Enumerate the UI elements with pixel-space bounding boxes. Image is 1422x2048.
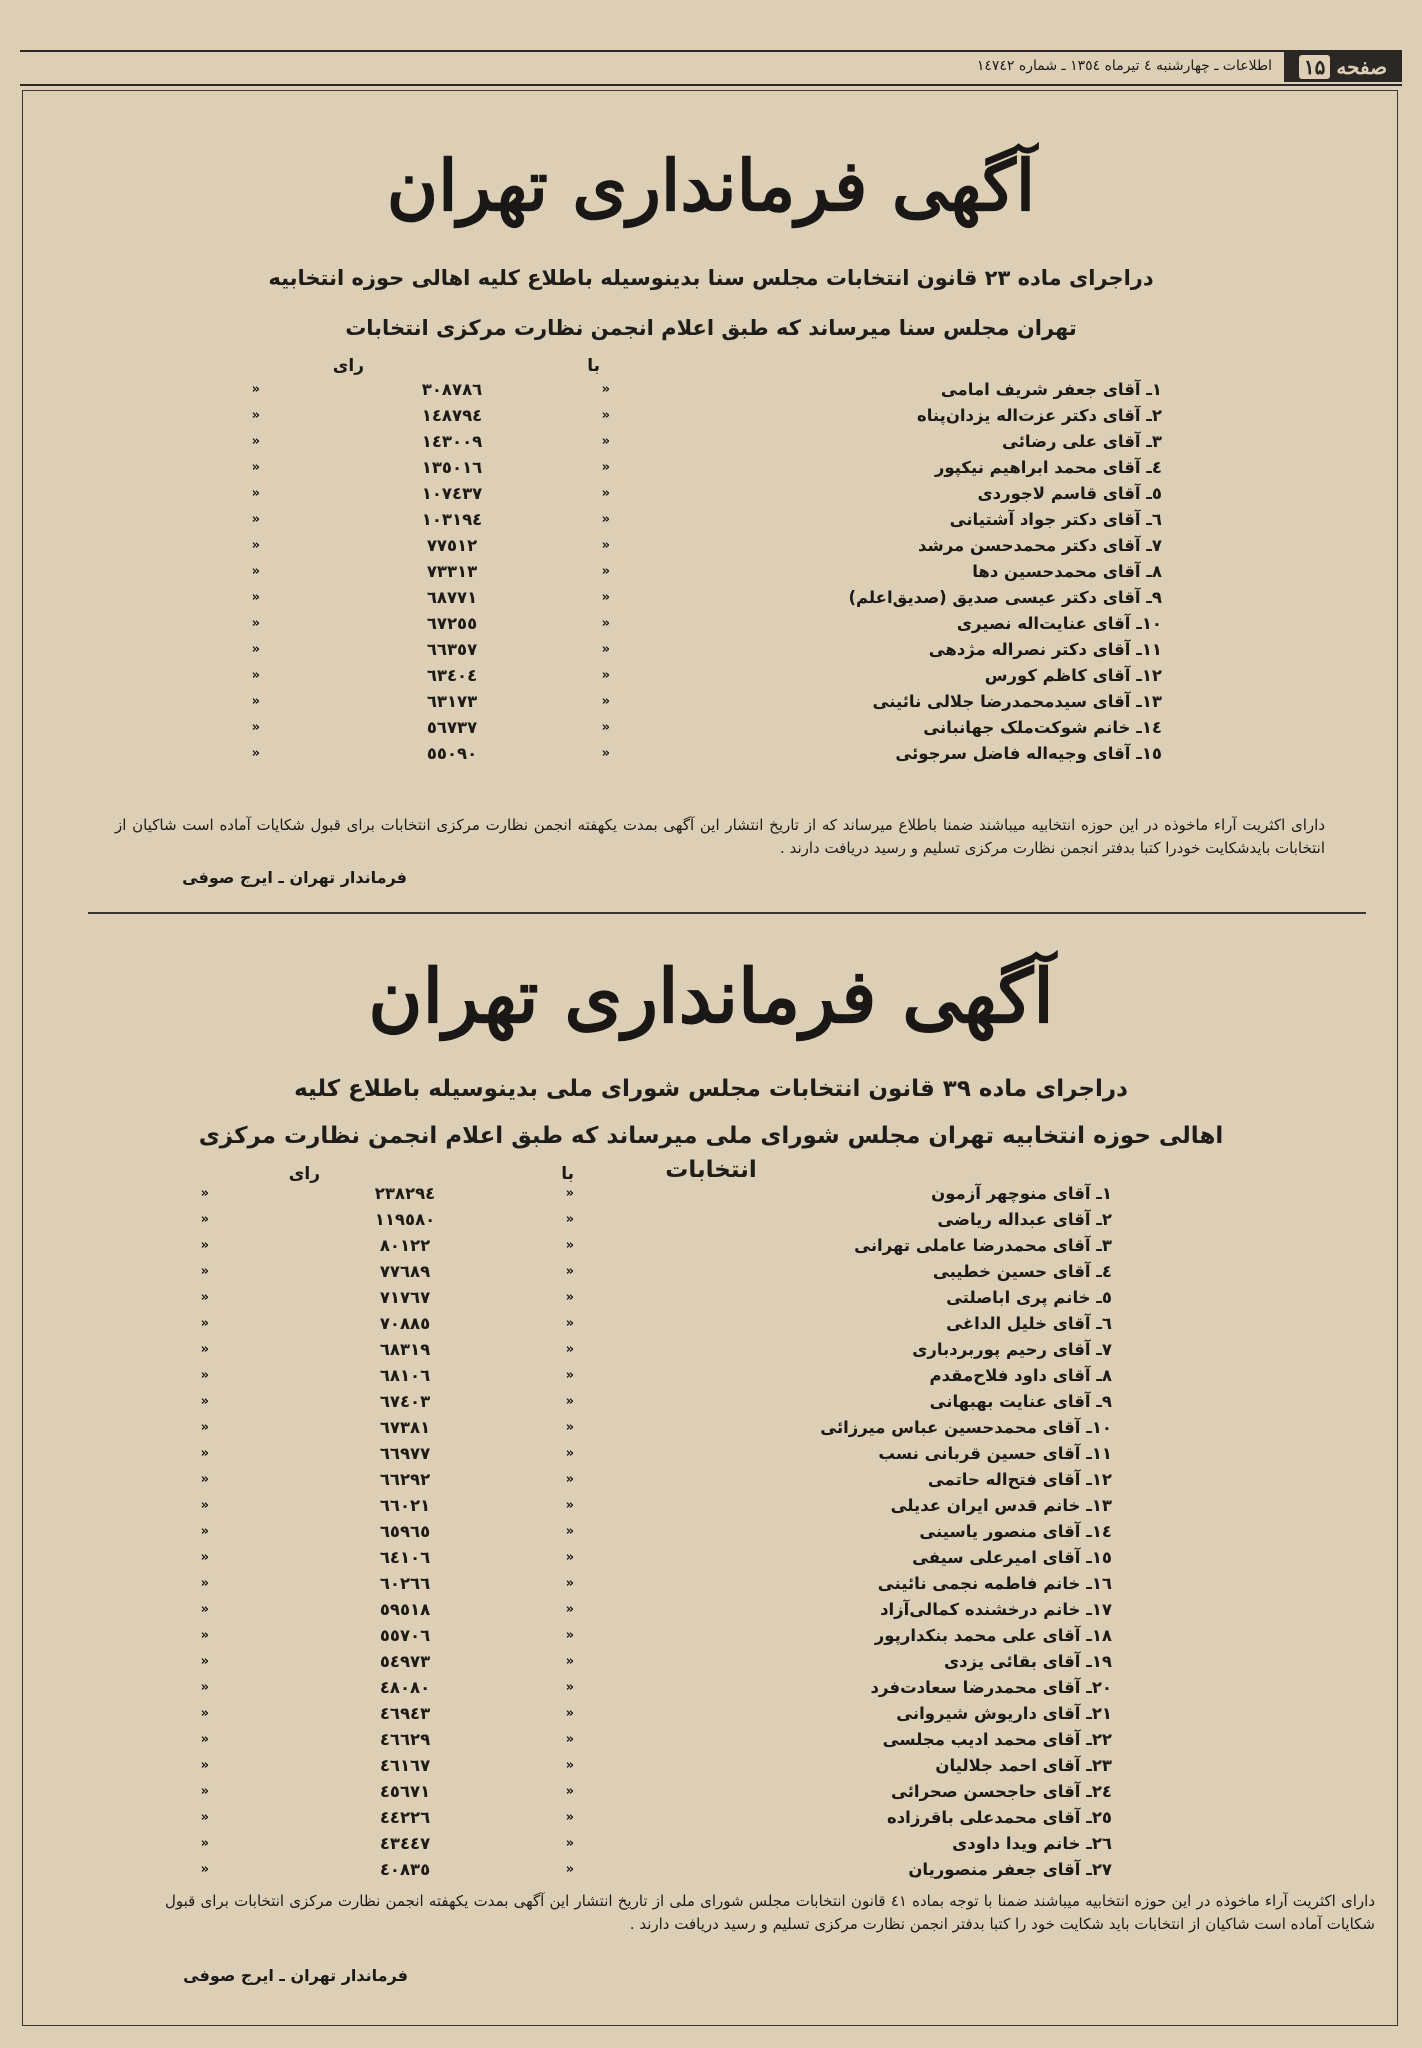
candidate-row (112, 1442, 1112, 1468)
ditto-mark-with: « (565, 1524, 574, 1539)
candidate-votes: ۱٤۸۷۹٤ (421, 406, 483, 425)
candidate-name: ۱۳ـ خانم قدس ایران عدیلی (890, 1496, 1112, 1515)
ditto-mark-with: « (565, 1498, 574, 1513)
candidate-row (112, 1234, 1112, 1260)
ditto-mark-votes: « (200, 1420, 209, 1435)
candidate-row (112, 1390, 1112, 1416)
ditto-mark-votes: « (200, 1550, 209, 1565)
ditto-mark-votes: « (200, 1368, 209, 1383)
candidate-votes: ٤٦٦۲۹ (379, 1730, 431, 1749)
candidate-row (162, 404, 1162, 430)
ditto-mark-votes: « (200, 1472, 209, 1487)
candidate-name: ٥ـ خانم پری اباصلتی (946, 1288, 1112, 1307)
candidate-row (112, 1728, 1112, 1754)
ditto-mark-votes: « (200, 1342, 209, 1357)
candidate-name: ۱٥ـ آقای وجیه‌اله فاضل سرجوئی (895, 744, 1162, 763)
candidate-name: ۹ـ آقای عنایت بهبهانی (929, 1392, 1112, 1411)
candidate-row (162, 534, 1162, 560)
ditto-mark-votes: « (200, 1706, 209, 1721)
candidate-row (162, 508, 1162, 534)
notice-footer: دارای اکثریت آراء ماخوذه در این حوزه انتخابیه میباشند ضمنا با توجه بماده ٤۱ قانون انتخابات مجلس شورای ملی از تاریخ انتشار این آگهی بمدت یکهفته انجمن نظارت مرکزی انتخابات برای قبول شکایات آماده است شاکیان از انتخابات باید شکایت خود را کتبا بدفتر انجمن نظارت مرکزی تسلیم و رسید دریافت دارند . (165, 1892, 1376, 1933)
candidate-name: ۱۲ـ آقای فتح‌اله حاتمی (927, 1470, 1112, 1489)
candidate-name: ۱٤ـ آقای منصور یاسینی (919, 1522, 1112, 1541)
candidate-votes: ٦۳۱۷۳ (426, 692, 478, 711)
candidate-row (112, 1416, 1112, 1442)
ditto-mark-with: « (565, 1420, 574, 1435)
candidate-votes: ۱٤۳۰۰۹ (421, 432, 483, 451)
ditto-mark-with: « (601, 460, 610, 475)
ditto-mark-votes: « (200, 1576, 209, 1591)
masthead-rule-bottom (20, 84, 1402, 86)
ditto-mark-votes: « (200, 1212, 209, 1227)
candidate-name: ۳ـ آقای علی رضائی (1002, 432, 1162, 451)
ditto-mark-votes: « (200, 1186, 209, 1201)
notice-title: آگهی فرمانداری تهران (386, 144, 1036, 227)
candidate-name: ۷ـ آقای رحیم پوربردباری (912, 1340, 1112, 1359)
ditto-mark-votes: « (251, 720, 260, 735)
ditto-mark-with: « (601, 512, 610, 527)
ditto-mark-with: « (565, 1472, 574, 1487)
ditto-mark-votes: « (200, 1446, 209, 1461)
candidate-row (162, 742, 1162, 768)
candidate-votes: ۱۰۳۱۹٤ (421, 510, 483, 529)
candidate-votes: ٤٦۱٦۷ (379, 1756, 431, 1775)
candidate-votes: ۷۱۷٦۷ (379, 1288, 431, 1307)
majlis-candidate-list (112, 1182, 1112, 1884)
issue-line: اطلاعات ـ چهارشنبه ٤ تیرماه ۱۳٥٤ ـ شماره ۱٤۷٤۲ (976, 58, 1272, 74)
candidate-votes: ٦٦۹۷۷ (379, 1444, 431, 1463)
candidate-row (112, 1286, 1112, 1312)
candidate-votes: ٥۹٥۱۸ (379, 1600, 431, 1619)
candidate-votes: ٦۰۲٦٦ (379, 1574, 431, 1593)
ditto-mark-with: « (601, 746, 610, 761)
candidate-name: ٦ـ آقای خلیل الداغی (946, 1314, 1112, 1333)
ditto-mark-votes: « (251, 590, 260, 605)
notice-title: آگهی فرمانداری تهران (368, 954, 1054, 1040)
candidate-name: ۸ـ آقای داود فلاح‌مقدم (929, 1366, 1112, 1385)
candidate-name: ۲٥ـ آقای محمدعلی باقرزاده (886, 1808, 1112, 1827)
page-label: صفحه (1336, 55, 1388, 79)
ditto-mark-votes: « (200, 1394, 209, 1409)
candidate-votes: ٤٤۲۲٦ (379, 1808, 431, 1827)
candidate-row (162, 430, 1162, 456)
candidate-votes: ۷۰۸۸٥ (379, 1314, 431, 1333)
candidate-row (112, 1468, 1112, 1494)
ditto-mark-with: « (565, 1576, 574, 1591)
candidate-name: ٤ـ آقای محمد ابراهیم نیکپور (934, 458, 1162, 477)
ditto-mark-votes: « (200, 1316, 209, 1331)
ditto-mark-with: « (601, 720, 610, 735)
candidate-name: ۱۹ـ آقای بقائی یزدی (943, 1652, 1112, 1671)
candidate-votes: ٦۸۷۷۱ (426, 588, 478, 607)
ditto-mark-with: « (565, 1550, 574, 1565)
ditto-mark-with: « (601, 616, 610, 631)
candidate-name: ۲۳ـ آقای احمد جلالیان (935, 1756, 1112, 1775)
ditto-mark-votes: « (251, 564, 260, 579)
ditto-mark-with: « (601, 486, 610, 501)
ditto-mark-with: « (565, 1628, 574, 1643)
candidate-votes: ۳۰۸۷۸٦ (421, 380, 483, 399)
ditto-mark-with: « (601, 590, 610, 605)
senate-candidate-list (162, 378, 1162, 768)
candidate-votes: ٤۳٤٤۷ (379, 1834, 431, 1853)
column-header-votes: رای (288, 1164, 320, 1184)
ditto-mark-votes: « (251, 538, 260, 553)
candidate-votes: ۷۷٥۱۲ (426, 536, 478, 555)
candidate-votes: ۱۱۹٥۸۰ (374, 1210, 436, 1229)
candidate-votes: ٦۸۱۰٦ (379, 1366, 431, 1385)
candidate-votes: ٦۸۳۱۹ (379, 1340, 431, 1359)
ditto-mark-votes: « (200, 1628, 209, 1643)
ditto-mark-with: « (601, 668, 610, 683)
candidate-row (112, 1208, 1112, 1234)
ditto-mark-votes: « (251, 408, 260, 423)
candidate-name: ۱٤ـ خانم شوکت‌ملک جهانبانی (923, 718, 1162, 737)
candidate-row (112, 1702, 1112, 1728)
ditto-mark-votes: « (251, 486, 260, 501)
notice-signature: فرماندار تهران ـ ایرج صوفی (183, 1966, 408, 1985)
candidate-name: ۲۰ـ آقای محمدرضا سعادت‌فرد (870, 1678, 1112, 1697)
candidate-row (112, 1494, 1112, 1520)
candidate-votes: ٤٦۹٤۳ (379, 1704, 431, 1723)
ditto-mark-votes: « (200, 1836, 209, 1851)
candidate-row (162, 586, 1162, 612)
candidate-row (112, 1598, 1112, 1624)
candidate-row (112, 1260, 1112, 1286)
candidate-name: ۱ـ آقای منوچهر آزمون (931, 1184, 1112, 1203)
notice-intro-line-1: دراجرای ماده ۳۹ قانون انتخابات مجلس شورای ملی بدینوسیله باطلاع کلیه (294, 1076, 1128, 1102)
column-header-with: با (561, 1164, 574, 1184)
ditto-mark-with: « (565, 1784, 574, 1799)
candidate-votes: ٤٥٦۷۱ (379, 1782, 431, 1801)
ditto-mark-votes: « (200, 1784, 209, 1799)
ditto-mark-votes: « (200, 1654, 209, 1669)
ditto-mark-with: « (565, 1186, 574, 1201)
candidate-row (162, 716, 1162, 742)
candidate-votes: ٥٥۷۰٦ (379, 1626, 431, 1645)
candidate-name: ۲ـ آقای عبداله ریاضی (937, 1210, 1112, 1229)
candidate-votes: ۷۳۳۱۳ (426, 562, 478, 581)
notice-intro-line-1: دراجرای ماده ۲۳ قانون انتخابات مجلس سنا بدینوسیله باطلاع کلیه اهالی حوزه انتخابیه (268, 266, 1154, 290)
candidate-name: ۷ـ آقای دکتر محمدحسن مرشد (917, 536, 1162, 555)
ditto-mark-with: « (601, 408, 610, 423)
candidate-name: ۱۷ـ خانم درخشنده کمالی‌آزاد (880, 1600, 1112, 1619)
candidate-votes: ٦٦۲۹۲ (379, 1470, 431, 1489)
candidate-row (112, 1806, 1112, 1832)
ditto-mark-votes: « (200, 1732, 209, 1747)
candidate-row (162, 482, 1162, 508)
candidate-name: ۲۱ـ آقای داریوش شیروانی (896, 1704, 1112, 1723)
candidate-row (112, 1624, 1112, 1650)
ditto-mark-votes: « (200, 1524, 209, 1539)
ditto-mark-votes: « (251, 460, 260, 475)
candidate-votes: ٤۰۸۳٥ (379, 1860, 431, 1879)
candidate-name: ۱۲ـ آقای کاظم کورس (984, 666, 1162, 685)
candidate-name: ۲٦ـ خانم ویدا داودی (952, 1834, 1112, 1853)
candidate-name: ٤ـ آقای حسین خطیبی (932, 1262, 1112, 1281)
candidate-name: ۱۸ـ آقای علی محمد بنکدارپور (874, 1626, 1112, 1645)
ditto-mark-votes: « (200, 1264, 209, 1279)
ditto-mark-with: « (565, 1212, 574, 1227)
candidate-row (112, 1546, 1112, 1572)
candidate-votes: ٥٤۹۷۳ (379, 1652, 431, 1671)
candidate-votes: ۲۳۸۲۹٤ (374, 1184, 436, 1203)
candidate-row (112, 1364, 1112, 1390)
ditto-mark-with: « (601, 382, 610, 397)
candidate-votes: ٦٤۱۰٦ (379, 1548, 431, 1567)
candidate-row (162, 690, 1162, 716)
candidate-votes: ۷۷٦۸۹ (379, 1262, 431, 1281)
ditto-mark-with: « (565, 1342, 574, 1357)
candidate-votes: ٥٥۰۹۰ (426, 744, 478, 763)
masthead-rule-top (20, 50, 1402, 52)
candidate-row (162, 560, 1162, 586)
candidate-votes: ٦۳٤۰٤ (426, 666, 478, 685)
ditto-mark-with: « (601, 434, 610, 449)
ditto-mark-with: « (565, 1316, 574, 1331)
ditto-mark-votes: « (251, 746, 260, 761)
ditto-mark-votes: « (200, 1498, 209, 1513)
candidate-votes: ٦۷۲٥٥ (426, 614, 478, 633)
candidate-row (112, 1832, 1112, 1858)
candidate-name: ۱ـ آقای جعفر شریف امامی (940, 380, 1162, 399)
candidate-name: ۸ـ آقای محمدحسین دها (972, 562, 1162, 581)
ditto-mark-with: « (565, 1758, 574, 1773)
ditto-mark-with: « (565, 1394, 574, 1409)
candidate-row (162, 638, 1162, 664)
candidate-row (112, 1650, 1112, 1676)
candidate-row (112, 1182, 1112, 1208)
ditto-mark-with: « (601, 538, 610, 553)
section-divider (88, 912, 1366, 914)
candidate-votes: ٦٥۹٦٥ (379, 1522, 431, 1541)
ditto-mark-votes: « (251, 668, 260, 683)
candidate-name: ۲٤ـ آقای حاجحسن صحرائی (891, 1782, 1112, 1801)
notice-footer: دارای اکثریت آراء ماخوذه در این حوزه انتخابیه میباشند ضمنا باطلاع میرساند که از تاریخ انتشار این آگهی بمدت یکهفته انجمن نظارت مرکزی انتخابات برای قبول شکایات آماده است شاکیان از انتخابات بایدشکایت خودرا کتبا بدفتر انجمن نظارت مرکزی تسلیم و رسید دریافت دارند . (115, 816, 1325, 857)
page-number-badge (1284, 52, 1402, 82)
candidate-row (162, 664, 1162, 690)
ditto-mark-votes: « (251, 512, 260, 527)
candidate-row (112, 1754, 1112, 1780)
ditto-mark-with: « (565, 1238, 574, 1253)
candidate-name: ۱۳ـ آقای سیدمحمدرضا جلالی نائینی (872, 692, 1162, 711)
candidate-name: ۱۰ـ آقای محمدحسین عباس میرزائی (820, 1418, 1112, 1437)
ditto-mark-with: « (565, 1680, 574, 1695)
candidate-row (112, 1858, 1112, 1884)
ditto-mark-with: « (601, 694, 610, 709)
ditto-mark-with: « (565, 1732, 574, 1747)
candidate-row (162, 378, 1162, 404)
candidate-name: ٥ـ آقای قاسم لاجوردی (977, 484, 1162, 503)
ditto-mark-votes: « (251, 642, 260, 657)
candidate-name: ۱۱ـ آقای حسین قربانی نسب (878, 1444, 1112, 1463)
ditto-mark-votes: « (251, 382, 260, 397)
candidate-name: ۹ـ آقای دکتر عیسی صدیق (صدیق‌اعلم) (848, 588, 1162, 607)
masthead (20, 48, 1402, 86)
candidate-name: ۱٦ـ خانم فاطمه نجمی نائینی (877, 1574, 1112, 1593)
candidate-name: ۲ـ آقای دکتر عزت‌اله یزدان‌پناه (916, 406, 1162, 425)
candidate-votes: ٦٦۳٥۷ (426, 640, 478, 659)
ditto-mark-with: « (565, 1706, 574, 1721)
notice-intro-line-2: اهالی حوزه انتخابیه تهران مجلس شورای ملی میرساند که طبق اعلام انجمن نظارت مرکزی انتخابات (198, 1123, 1224, 1183)
candidate-name: ۳ـ آقای محمدرضا عاملی تهرانی (854, 1236, 1112, 1255)
ditto-mark-with: « (565, 1446, 574, 1461)
column-header-votes: رای (332, 356, 364, 376)
candidate-votes: ٤۸۰۸۰ (379, 1678, 431, 1697)
ditto-mark-with: « (565, 1602, 574, 1617)
ditto-mark-votes: « (251, 616, 260, 631)
ditto-mark-with: « (565, 1836, 574, 1851)
ditto-mark-with: « (565, 1264, 574, 1279)
ditto-mark-votes: « (200, 1810, 209, 1825)
ditto-mark-votes: « (200, 1602, 209, 1617)
page-number: ۱۵ (1299, 55, 1330, 79)
candidate-name: ۲۷ـ آقای جعفر منصوریان (908, 1860, 1112, 1879)
ditto-mark-votes: « (200, 1862, 209, 1877)
candidate-votes: ۸۰۱۲۲ (379, 1236, 431, 1255)
column-header-with: با (587, 356, 600, 376)
candidate-name: ۲۲ـ آقای محمد ادیب مجلسی (882, 1730, 1112, 1749)
ditto-mark-votes: « (251, 694, 260, 709)
candidate-row (112, 1780, 1112, 1806)
ditto-mark-with: « (601, 642, 610, 657)
candidate-row (112, 1520, 1112, 1546)
candidate-row (162, 456, 1162, 482)
candidate-row (112, 1312, 1112, 1338)
candidate-votes: ۱۰۷٤۳۷ (421, 484, 483, 503)
ditto-mark-votes: « (200, 1758, 209, 1773)
ditto-mark-with: « (565, 1290, 574, 1305)
candidate-votes: ٥٦۷۳۷ (426, 718, 478, 737)
ditto-mark-votes: « (200, 1290, 209, 1305)
candidate-name: ۱۱ـ آقای دکتر نصراله مژدهی (928, 640, 1162, 659)
ditto-mark-with: « (565, 1368, 574, 1383)
candidate-name: ٦ـ آقای دکتر جواد آشتیانی (949, 510, 1162, 529)
ditto-mark-with: « (565, 1862, 574, 1877)
candidate-row (162, 612, 1162, 638)
ditto-mark-votes: « (200, 1238, 209, 1253)
candidate-votes: ٦٦۰۲۱ (379, 1496, 431, 1515)
candidate-votes: ٦۷۳۸۱ (379, 1418, 431, 1437)
ditto-mark-votes: « (251, 434, 260, 449)
ditto-mark-with: « (565, 1810, 574, 1825)
candidate-row (112, 1572, 1112, 1598)
notice-intro-line-2: تهران مجلس سنا میرساند که طبق اعلام انجمن نظارت مرکزی انتخابات (345, 316, 1077, 340)
candidate-votes: ٦۷٤۰۳ (379, 1392, 431, 1411)
ditto-mark-with: « (565, 1654, 574, 1669)
candidate-row (112, 1338, 1112, 1364)
ditto-mark-with: « (601, 564, 610, 579)
candidate-votes: ۱۳٥۰۱٦ (421, 458, 483, 477)
ditto-mark-votes: « (200, 1680, 209, 1695)
notice-signature: فرماندار تهران ـ ایرج صوفی (182, 868, 407, 887)
candidate-name: ۱۰ـ آقای عنایت‌اله نصیری (956, 614, 1162, 633)
candidate-row (112, 1676, 1112, 1702)
candidate-name: ۱٥ـ آقای امیرعلی سیفی (912, 1548, 1112, 1567)
